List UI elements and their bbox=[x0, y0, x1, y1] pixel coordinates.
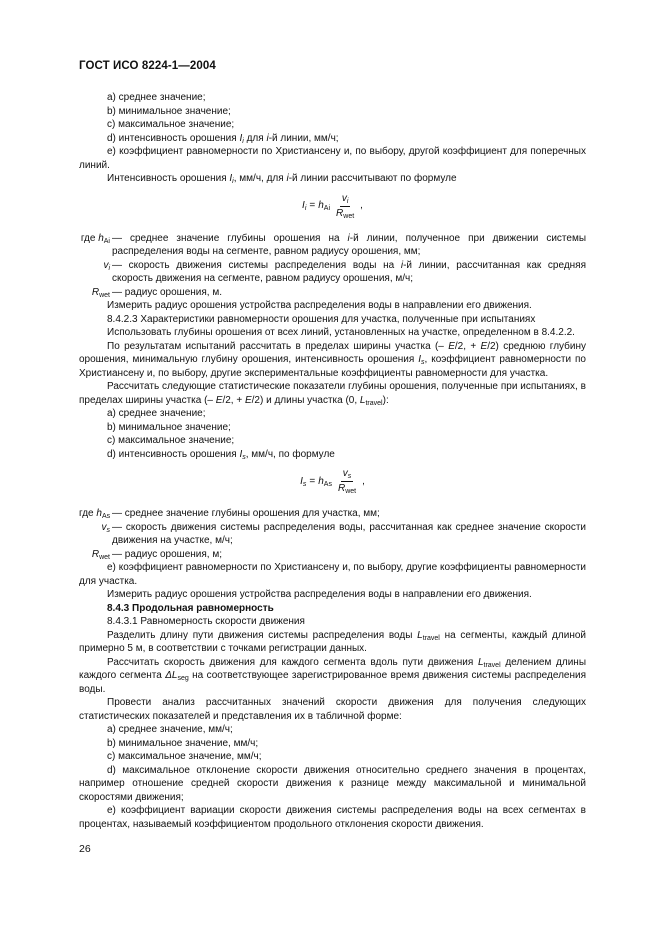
formula-line-intensity: $I_i$ = $h_{Ai}$ $\frac{v_i}{R_{wet}}$ , bbox=[302, 192, 363, 220]
list2-item-c: c) максимальное значение; bbox=[107, 435, 235, 446]
section-8-4-3-1: 8.4.3.1 Равномерность скорости движения bbox=[107, 616, 305, 627]
list-item-b: b) минимальное значение; bbox=[107, 105, 231, 117]
list3-item-d: d) максимальное отклонение скорости движения относительно среднего значения в процентах, например отношение средней скорости движения к разнице между максимальной и минимальной скоростями движения; bbox=[79, 764, 586, 803]
formula-definitions-2: где $h_{As}$ — среднее значение глубины орошения для участка, мм; $v_s$ — скорость движения системы распределения воды, рассчитанная как среднее значение скорости движения на участке, м/ч; $R_{wet}$ — радиус орошения, м; bbox=[79, 508, 586, 561]
definition-h-ai: — среднее значение глубины орошения на i-й линии, полученное при движении системы распределения воды на сегменте, равном радиусу орошения, мм; bbox=[112, 232, 587, 257]
list3-item-e: e) коэффициент вариации скорости движения системы распределения воды на всех сегментах в процентах, называемый коэффициентом продольного отклонения скорости движения. bbox=[79, 805, 586, 830]
page-number: 26 bbox=[79, 843, 91, 855]
list-item-e: e) коэффициент равномерности по Христиансену и, по выбору, другой коэффициент для поперечных линий. bbox=[79, 146, 586, 171]
formula-definitions-1: где $h_{Ai}$ — среднее значение глубины орошения на i-й линии, полученное при движении системы распределения воды на сегменте, равном радиусу орошения, мм; $v_i$ — скорость движения системы распределения воды на i-й линии, рассчитанная как средняя скорость движения на сегменте, равном радиусу орошения, м/ч; $R_{wet}$ — радиус орошения, м. bbox=[80, 232, 587, 299]
measure-radius-2: Измерить радиус орошения устройства распределения воды в направлении его движения. bbox=[107, 589, 532, 600]
list3-item-b: b) минимальное значение, мм/ч; bbox=[107, 737, 259, 749]
list2-item-a: a) среднее значение; bbox=[107, 408, 206, 419]
intensity-intro: Интенсивность орошения $I_i$, мм/ч, для i-й линии рассчитывают по формуле bbox=[107, 173, 457, 185]
document-header: ГОСТ ИСО 8224-1—2004 bbox=[79, 60, 216, 72]
results-paragraph: По результатам испытаний рассчитать в пределах ширины участка (– E/2, + E/2) среднюю глубину орошения, минимальную глубину орошения, интенсивность орошения $I_s$, коэффициент равномерности по Христиансену и, по выбору, другие экспериментальные коэффициенты равномерности для участка. bbox=[79, 340, 587, 379]
section-8-4-3: 8.4.3 Продольная равномерность bbox=[107, 602, 274, 614]
formula-section-intensity: $I_s$ = $h_{As}$ $\frac{v_s}{R_{wet}}$ , bbox=[300, 468, 365, 495]
speed-calc-paragraph: Рассчитать скорость движения для каждого сегмента вдоль пути движения $L_{travel}$ делением длины каждого сегмента $\Delta L_{seg}$ на соответствующее зарегистрированное время движения системы распределения воды. bbox=[79, 656, 587, 695]
list2-item-e: e) коэффициент равномерности по Христиансену и, по выбору, другие коэффициенты равномерности для участка. bbox=[79, 562, 586, 587]
list-item-d: d) интенсивность орошения $I_i$ для i-й линии, мм/ч; bbox=[107, 132, 339, 145]
divide-path-paragraph: Разделить длину пути движения системы распределения воды $L_{travel}$ на сегменты, каждый длиной примерно 5 м, в соответствии с точками регистрации данных. bbox=[79, 629, 586, 654]
list3-item-c: c) максимальное значение, мм/ч; bbox=[107, 751, 262, 762]
list-item-a: a) среднее значение; bbox=[107, 92, 206, 103]
page-content bbox=[79, 91, 586, 831]
definition-r-wet: — радиус орошения, м. bbox=[112, 286, 222, 298]
section-8-4-2-3: 8.4.2.3 Характеристики равномерности орошения для участка, полученные при испытаниях bbox=[107, 313, 536, 325]
use-depths-paragraph: Использовать глубины орошения от всех линий, установленных на участке, определенном в 8.4.2.2. bbox=[107, 327, 575, 338]
calc-statistics-paragraph: Рассчитать следующие статистические показатели глубины орошения, полученные при испытаниях, в пределах ширины участка (– E/2, + E/2) и длины участка (0, $L_{travel}$): bbox=[79, 381, 586, 407]
measure-radius-1: Измерить радиус орошения устройства распределения воды в направлении его движения. bbox=[107, 300, 532, 311]
analysis-paragraph: Провести анализ рассчитанных значений скорости движения для получения следующих статистических показателей и представления их в табличной форме: bbox=[79, 697, 586, 722]
definition-h-as: — среднее значение глубины орошения для участка, мм; bbox=[112, 508, 380, 519]
definition-r-wet-2: — радиус орошения, м; bbox=[112, 548, 222, 560]
definition-v-i: — скорость движения системы распределения воды на i-й линии, рассчитанная как средняя скорость движения на сегменте, равном радиусу орошения, м/ч; bbox=[112, 259, 587, 284]
definition-v-s: — скорость движения системы распределения воды, рассчитанная как среднее значение скорости движения на участке, м/ч; bbox=[112, 521, 586, 546]
list2-item-d: d) интенсивность орошения $I_s$, мм/ч, по формуле bbox=[107, 448, 335, 461]
list3-item-a: a) среднее значение, мм/ч; bbox=[107, 724, 233, 735]
list-item-c: c) максимальное значение; bbox=[107, 119, 235, 130]
list2-item-b: b) минимальное значение; bbox=[107, 421, 231, 433]
